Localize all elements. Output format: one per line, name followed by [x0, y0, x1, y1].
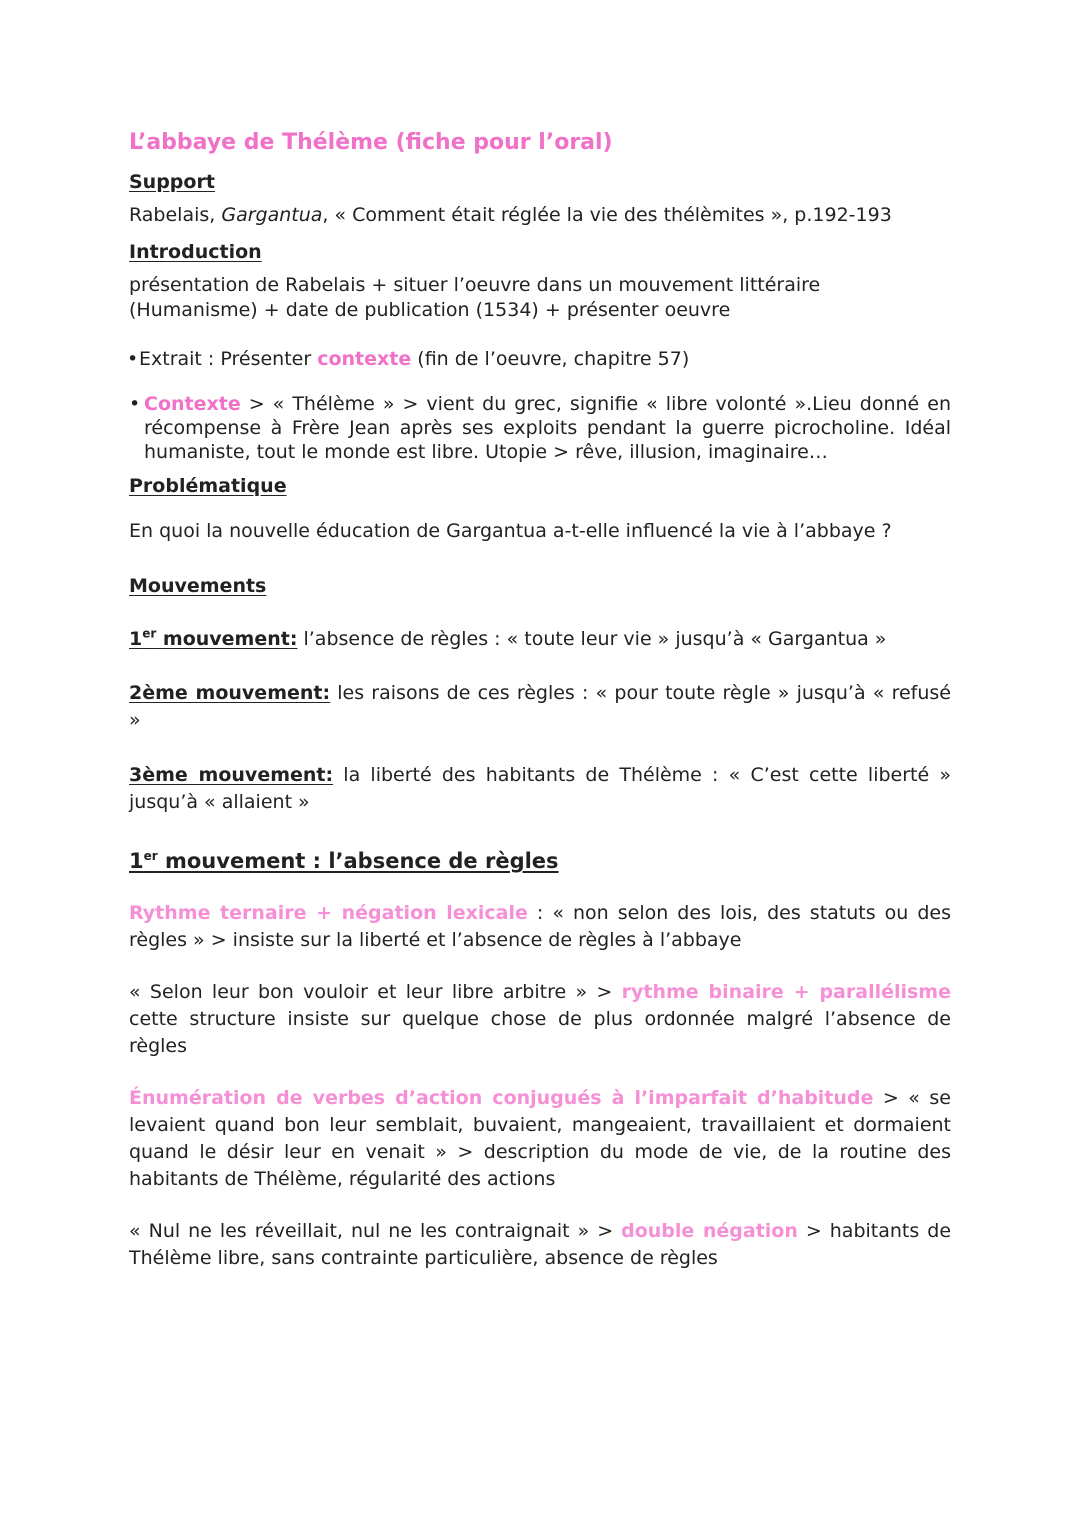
mouvement-text-3: la liberté des habitants de Thélème : « C’est cette liberté » jusqu’à « allaient » [129, 764, 951, 813]
mouvement-item-2 [129, 680, 951, 734]
mouvement-label-text-1: mouvement: [156, 628, 298, 650]
analysis-keyword-4: double négation [621, 1220, 798, 1242]
support-work: Gargantua [221, 204, 323, 226]
mouvement-num-1: 1 [129, 628, 143, 650]
introduction-text: présentation de Rabelais + situer l’oeuvre dans un mouvement littéraire (Humanisme) + date de publication (1534) + présenter oeuvre [129, 274, 821, 321]
analysis-paragraph-2 [129, 979, 951, 1060]
problematique-heading: Problématique [129, 475, 287, 497]
support-text [129, 203, 951, 228]
analysis-text-3: > « se levaient quand bon leur semblait, buvaient, mangeaient, travaillaient et dormaient quand le désir leur en venait » > description du mode de vie, de la routine des habitants de Thélème, régularité des actions [129, 1087, 951, 1190]
mouvement-label-1 [129, 628, 297, 650]
extrait-keyword: contexte [317, 348, 412, 370]
analysis-paragraph-4 [129, 1218, 951, 1272]
support-heading: Support [129, 171, 215, 193]
document-title: L’abbaye de Thélème (fiche pour l’oral) [129, 130, 613, 155]
contexte-body: > « Thélème » > vient du grec, signifie « libre volonté ».Lieu donné en récompense à Frère Jean après ses exploits pendant la guerre picrocholine. Idéal humaniste, tout le monde est libre. Utopie > rêve, illusion, imaginaire… [144, 393, 951, 463]
mouvement-text-1: l’absence de règles : « toute leur vie » jusqu’à « Gargantua » [297, 628, 887, 650]
bullet-icon: • [129, 393, 141, 415]
analysis-paragraph-1 [129, 900, 951, 954]
extrait-after: (fin de l’oeuvre, chapitre 57) [411, 348, 690, 370]
extrait-text [139, 347, 951, 372]
extrait-before: Extrait : Présenter [139, 348, 318, 370]
bullet-icon: • [127, 348, 139, 370]
analysis-after-4: > habitants de Thélème libre, sans contrainte particulière, absence de règles [129, 1220, 952, 1269]
mouvement-item-1 [129, 627, 951, 652]
mouvement-sup-1: er [142, 626, 157, 641]
contexte-bullet-item [129, 392, 951, 464]
mouvement-text-2: les raisons de ces règles : « pour toute règle » jusqu’à « refusé » [129, 682, 951, 731]
document-page [129, 128, 951, 1272]
analysis-keyword-3: Énumération de verbes d’action conjugués à l’imparfait d’habitude [129, 1087, 874, 1109]
analysis-text-1: : « non selon des lois, des statuts ou des règles » > insiste sur la liberté et l’absence de règles à l’abbaye [129, 902, 952, 951]
first-movement-heading-sup: er [143, 849, 158, 863]
analysis-after-2: cette structure insiste sur quelque chose de plus ordonnée malgré l’absence de règles [129, 1008, 951, 1057]
analysis-before-4: « Nul ne les réveillait, nul ne les contraignait » > [129, 1220, 622, 1242]
first-movement-heading [129, 846, 951, 876]
mouvement-label-3: 3ème mouvement: [129, 764, 334, 786]
support-author: Rabelais, [129, 204, 222, 226]
mouvement-item-3 [129, 762, 951, 816]
mouvements-heading: Mouvements [129, 575, 267, 597]
analysis-before-2: « Selon leur bon vouloir et leur libre arbitre » > [129, 981, 622, 1003]
extrait-bullet-item [127, 347, 951, 372]
contexte-text [144, 392, 951, 464]
analysis-paragraph-3 [129, 1085, 951, 1193]
problematique-text: En quoi la nouvelle éducation de Gargantua a-t-elle influencé la vie à l’abbaye ? [129, 520, 892, 542]
mouvement-label-2: 2ème mouvement: [129, 682, 331, 704]
contexte-keyword: Contexte [144, 393, 241, 415]
introduction-heading: Introduction [129, 241, 262, 263]
first-movement-heading-num: 1 [129, 849, 144, 873]
analysis-keyword-1: Rythme ternaire + négation lexicale [129, 902, 528, 924]
support-rest: , « Comment était réglée la vie des thélèmites », p.192-193 [322, 204, 892, 226]
analysis-keyword-2: rythme binaire + parallélisme [621, 981, 951, 1003]
first-movement-heading-rest: mouvement : l’absence de règles [157, 849, 559, 873]
